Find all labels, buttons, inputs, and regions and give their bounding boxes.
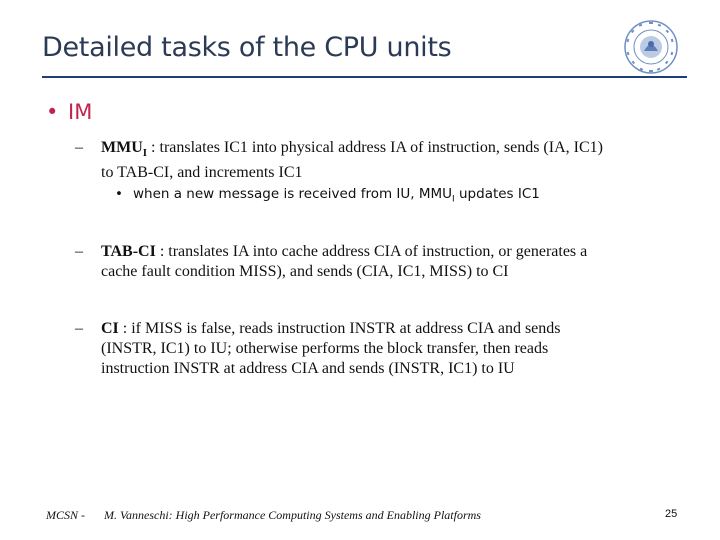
sub-bullet-dot: • — [115, 186, 123, 202]
item-ci-line3: instruction INSTR at address CIA and sends (INSTR, IC1) to IU — [101, 360, 515, 377]
page-number: 25 — [665, 508, 678, 520]
dash-marker: – — [75, 139, 83, 156]
mmu-label-main: MMU — [101, 139, 143, 156]
item-ci-text1: : if MISS is false, reads instruction INSTR at address CIA and sends — [118, 320, 561, 337]
item-tab-ci — [75, 242, 588, 282]
bullet-dot: • — [46, 100, 59, 124]
item-mmu-line2: to TAB-CI, and increments IC1 — [101, 164, 303, 182]
sub-bullet-text-after: updates IC1 — [454, 186, 540, 202]
item-tab-ci-line1 — [101, 242, 587, 262]
slide-title: Detailed tasks of the CPU units — [42, 32, 452, 63]
sub-bullet-sub: I — [452, 194, 455, 205]
item-mmu-line1 — [101, 138, 603, 163]
university-seal-logo — [622, 18, 680, 76]
title-divider — [42, 76, 687, 78]
item-ci-line2: (INSTR, IC1) to IU; otherwise performs the block transfer, then reads — [101, 340, 549, 357]
dash-marker: – — [75, 320, 83, 337]
item-mmu-text1: : translates IC1 into physical address IA of instruction, sends (IA, IC1) — [147, 139, 603, 156]
bullet-im-label: IM — [68, 100, 93, 124]
sub-bullet-mmu-update — [115, 186, 540, 205]
dash-marker: – — [75, 243, 83, 260]
item-tab-ci-line2: cache fault condition MISS), and sends (CIA, IC1, MISS) to CI — [101, 263, 509, 280]
item-tab-ci-label: TAB-CI — [101, 243, 156, 260]
item-ci-label: CI — [101, 320, 119, 337]
mmu-label-sub: I — [142, 147, 148, 160]
bullet-im — [46, 100, 92, 124]
sub-bullet-text-before: when a new message is received from IU, MMU — [132, 186, 453, 202]
item-mmu — [75, 138, 603, 183]
item-tab-ci-text1: : translates IA into cache address CIA of instruction, or generates a — [155, 243, 588, 260]
footer-course: MCSN - — [46, 508, 85, 522]
item-ci — [75, 319, 561, 379]
item-mmu-label — [101, 139, 148, 160]
item-ci-line1 — [101, 319, 561, 339]
footer-citation: M. Vanneschi: High Performance Computing Systems and Enabling Platforms — [104, 508, 481, 522]
